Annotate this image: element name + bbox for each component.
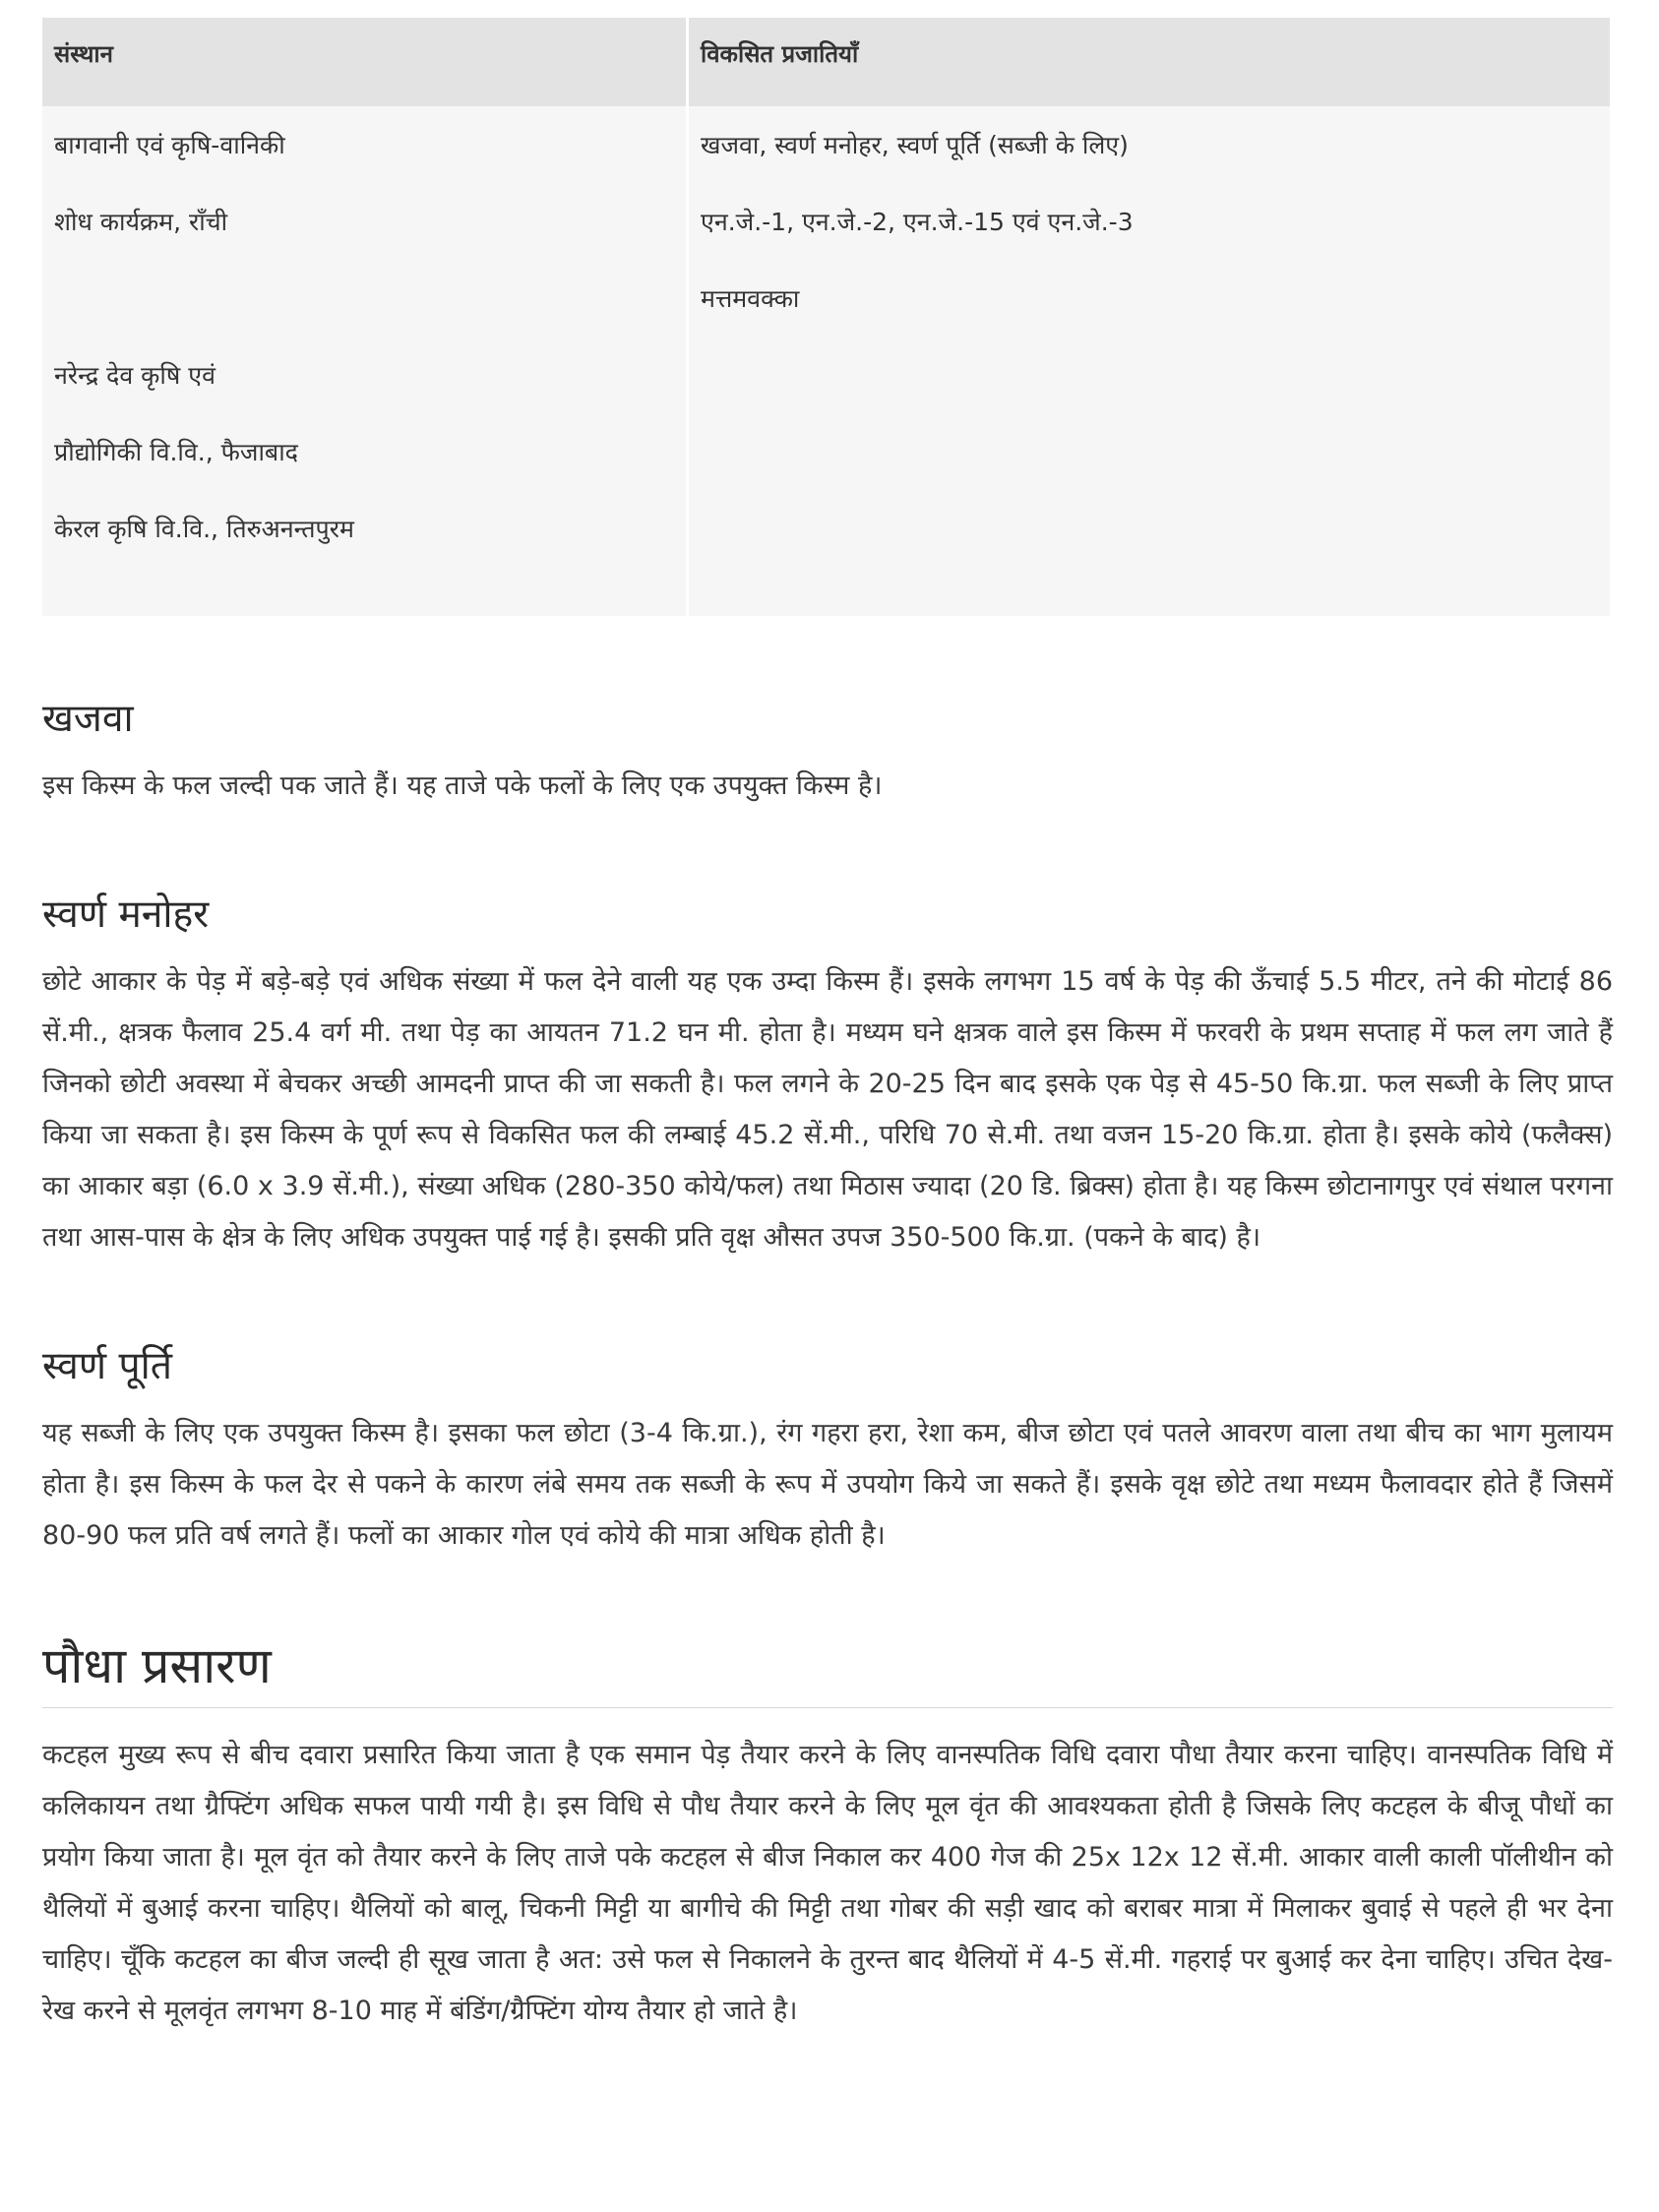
table-row xyxy=(42,106,1610,616)
paragraph-khajwa: इस किस्म के फल जल्दी पक जाते हैं। यह ताजे पके फलों के लिए एक उपयुक्त किस्म है। xyxy=(42,770,883,801)
institution-line: प्रौद्योगिकी वि.वि., फैजाबाद xyxy=(54,438,298,466)
paragraph-plant-propagation: कटहल मुख्य रूप से बीच दवारा प्रसारित किया जाता है एक समान पेड़ तैयार करने के लिए वानस्पतिक विधि दवारा पौधा तैयार करना चाहिए। वानस्पतिक विधि में कलिकायन तथा ग्रैफ्टिंग अधिक सफल पायी गयी है। इस विधि से पौध तैयार करने के लिए मूल वृंत की आवश्यकता होती है जिसके लिए कटहल के बीजू पौधों का प्रयोग किया जाता है। मूल वृंत को तैयार करने के लिए ताजे पके कटहल से बीज निकाल कर 400 गेज की 25x 12x 12 सें.मी. आकार वाली काली पॉलीथीन को थैलियों में बुआई करना चाहिए। थैलियों को बालू, चिकनी मिट्टी या बागीचे की मिट्टी तथा गोबर की सड़ी खाद को बराबर मात्रा में मिलाकर बुवाई से पहले ही भर देना चाहिए। चूँकि कटहल का बीज जल्दी ही सूख जाता है अत: उसे फल से निकालने के तुरन्त बाद थैलियों में 4-5 सें.मी. गहराई पर बुआई कर देना चाहिए। उचित देख-रेख करने से मूलवृंत लगभग 8-10 माह में बंडिंग/ग्रैफ्टिंग योग्य तैयार हो जाते है। xyxy=(42,1740,1613,2026)
institution-line: केरल कृषि वि.वि., तिरुअनन्तपुरम xyxy=(54,515,354,543)
table-header-row xyxy=(42,18,1610,106)
institution-line xyxy=(54,279,674,356)
heading-swarna-purti: स्वर्ण पूर्ति xyxy=(42,1344,172,1388)
institution-line: बागवानी एवं कृषि-वानिकी xyxy=(54,131,285,159)
institution-line: नरेन्द्र देव कृषि एवं xyxy=(54,361,215,390)
heading-khajwa: खजवा xyxy=(42,697,134,741)
paragraph-swarna-manohar: छोटे आकार के पेड़ में बड़े-बड़े एवं अधिक संख्या में फल देने वाली यह एक उम्दा किस्म हैं। इसके लगभग 15 वर्ष के पेड़ की ऊँचाई 5.5 मीटर, तने की मोटाई 86 सें.मी., क्षत्रक फैलाव 25.4 वर्ग मी. तथा पेड़ का आयतन 71.2 घन मी. होता है। मध्यम घने क्षत्रक वाले इस किस्म में फरवरी के प्रथम सप्ताह में फल लग जाते हैं जिनको छोटी अवस्था में बेचकर अच्छी आमदनी प्राप्त की जा सकती है। फल लगने के 20-25 दिन बाद इसके एक पेड़ से 45-50 कि.ग्रा. फल सब्जी के लिए प्राप्त किया जा सकता है। इस किस्म के पूर्ण रूप से विकसित फल की लम्बाई 45.2 सें.मी., परिधि 70 से.मी. तथा वजन 15-20 कि.ग्रा. होता है। इसके कोये (फलैक्स) का आकार बड़ा (6.0 x 3.9 सें.मी.), संख्या अधिक (280-350 कोये/फल) तथा मिठास ज्यादा (20 डि. ब्रिक्स) होता है। यह किस्म छोटानागपुर एवं संथाल परगना तथा आस-पास के क्षेत्र के लिए अधिक उपयुक्त पाई गई है। इसकी प्रति वृक्ष औसत उपज 350-500 कि.ग्रा. (पकने के बाद) है। xyxy=(42,966,1613,1253)
varieties-cell xyxy=(689,106,1610,616)
column-header-institution: संस्थान xyxy=(42,18,689,106)
institution-cell xyxy=(42,106,689,616)
varieties-table xyxy=(42,18,1610,616)
variety-line: मत्तमवक्का xyxy=(701,284,800,313)
column-header-varieties: विकसित प्रजातियाँ xyxy=(689,18,1610,106)
variety-line: खजवा, स्वर्ण मनोहर, स्वर्ण पूर्ति (सब्जी के लिए) xyxy=(701,131,1129,159)
paragraph-swarna-purti: यह सब्जी के लिए एक उपयुक्त किस्म है। इसका फल छोटा (3-4 कि.ग्रा.), रंग गहरा हरा, रेशा कम, बीज छोटा एवं पतले आवरण वाला तथा बीच का भाग मुलायम होता है। इस किस्म के फल देर से पकने के कारण लंबे समय तक सब्जी के रूप में उपयोग किये जा सकते हैं। इसके वृक्ष छोटे तथा मध्यम फैलावदार होते हैं जिसमें 80-90 फल प्रति वर्ष लगते हैं। फलों का आकार गोल एवं कोये की मात्रा अधिक होती है। xyxy=(42,1418,1613,1551)
institution-line: शोध कार्यक्रम, राँची xyxy=(54,208,228,236)
heading-swarna-manohar: स्वर्ण मनोहर xyxy=(42,892,210,937)
heading-plant-propagation: पौधा प्रसारण xyxy=(42,1630,1613,1708)
variety-line: एन.जे.-1, एन.जे.-2, एन.जे.-15 एवं एन.जे.-3 xyxy=(701,208,1134,236)
